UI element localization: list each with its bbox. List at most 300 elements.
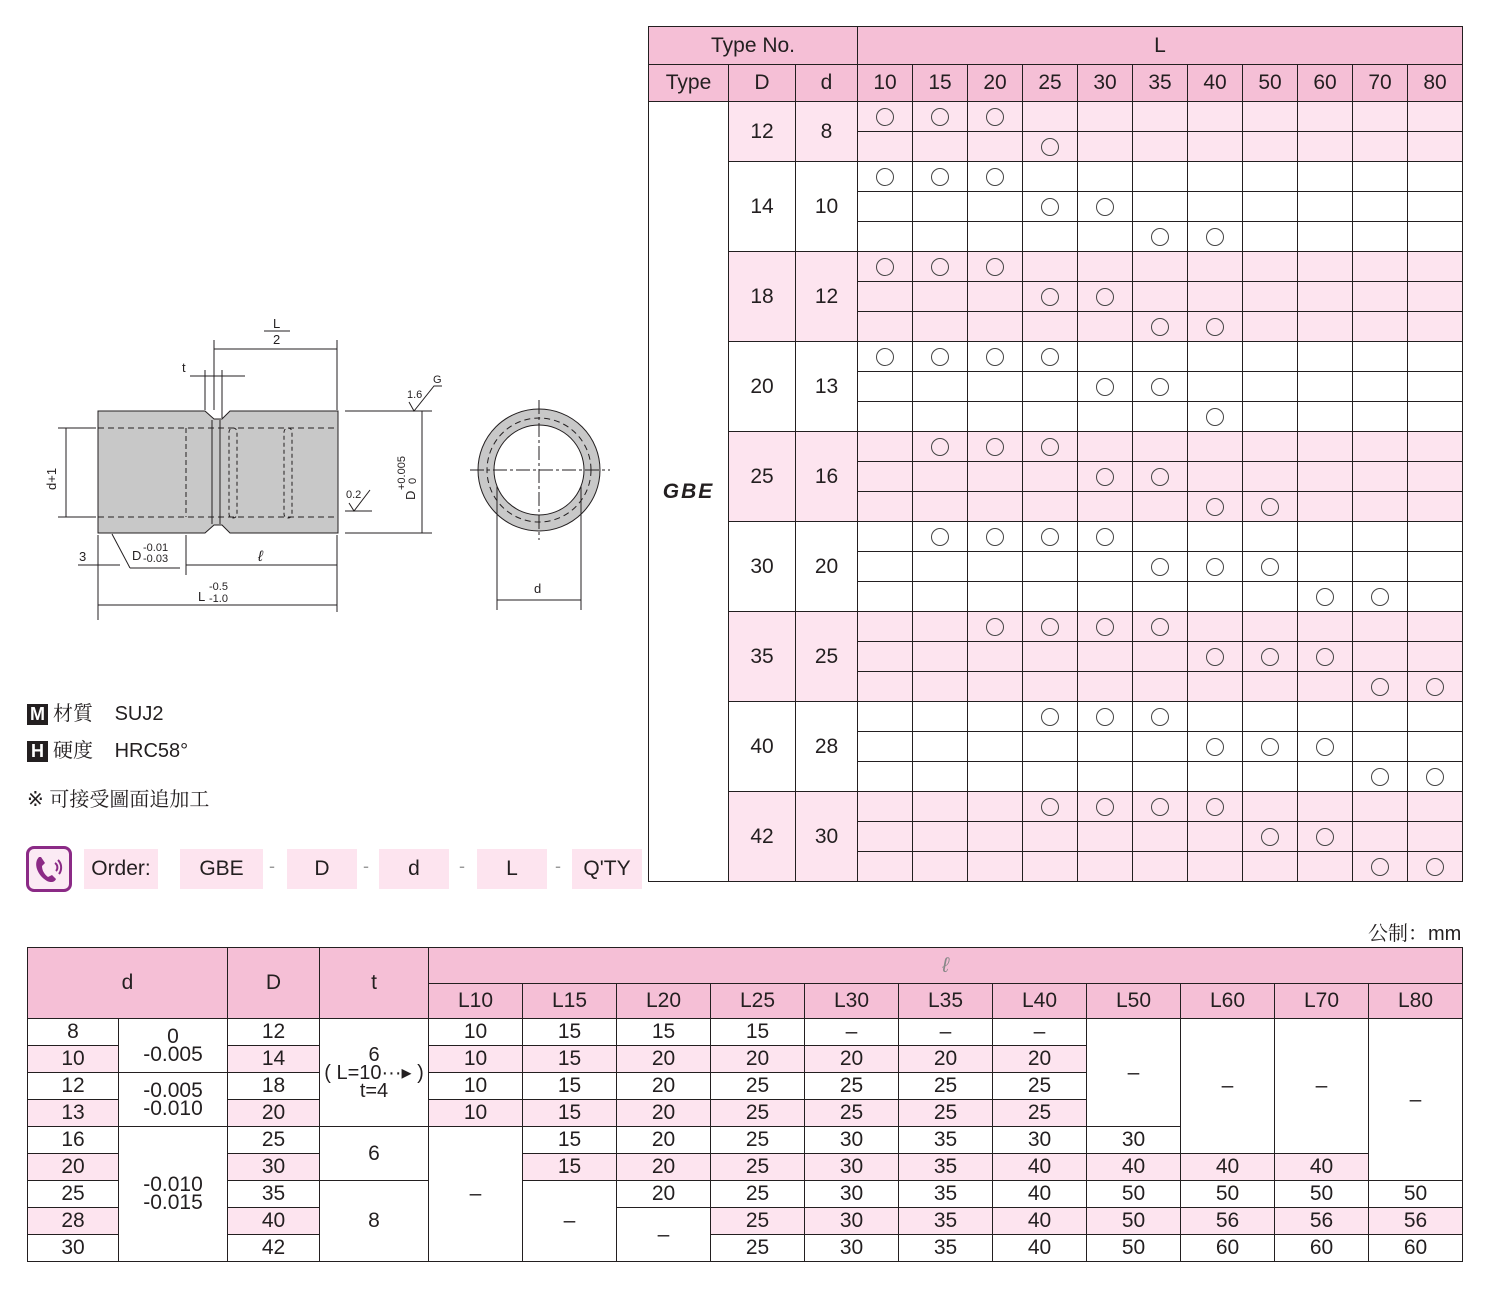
availability-cell [1023, 282, 1078, 312]
d-tolerance [119, 1019, 228, 1073]
availability-cell [1298, 492, 1353, 522]
header-type-no: Type No. [649, 27, 858, 65]
tolerance-upper: -0.010 [143, 1173, 203, 1196]
header-l70: L70 [1275, 984, 1369, 1019]
availability-cell [1353, 522, 1408, 552]
ell-value: 25 [711, 1181, 805, 1208]
availability-cell [858, 762, 913, 792]
t-value: 8 [320, 1181, 429, 1262]
D-value: 40 [228, 1208, 320, 1235]
ell-value: – [805, 1019, 899, 1046]
availability-cell [968, 192, 1023, 222]
ell-value: 40 [993, 1154, 1087, 1181]
availability-cell [1078, 582, 1133, 612]
dash-L50: – [1087, 1019, 1181, 1127]
availability-cell [1078, 522, 1133, 552]
ell-value: 20 [617, 1127, 711, 1154]
D-value: 42 [228, 1235, 320, 1262]
availability-cell [1188, 132, 1243, 162]
availability-cell [1353, 102, 1408, 132]
available-circle-icon [1261, 828, 1279, 846]
availability-cell [1243, 612, 1298, 642]
d-value: 30 [28, 1235, 119, 1262]
available-circle-icon [1096, 528, 1114, 546]
availability-cell [1298, 522, 1353, 552]
availability-cell [1133, 642, 1188, 672]
availability-cell [1408, 702, 1463, 732]
d-tolerance [119, 1127, 228, 1262]
ell-value: 15 [617, 1019, 711, 1046]
availability-cell [1188, 282, 1243, 312]
t-special-mid-text: L=10 [336, 1061, 382, 1084]
availability-cell [913, 792, 968, 822]
available-circle-icon [1151, 378, 1169, 396]
availability-cell [1188, 522, 1243, 552]
availability-cell [858, 792, 913, 822]
ell-value: – [993, 1019, 1087, 1046]
availability-cell [1408, 192, 1463, 222]
availability-cell [1408, 762, 1463, 792]
ell-value: 50 [1181, 1181, 1275, 1208]
availability-cell [1133, 582, 1188, 612]
group-D-value: 25 [729, 432, 796, 522]
availability-row [649, 102, 1463, 132]
ell-value: 40 [1181, 1154, 1275, 1181]
ell-value: 30 [993, 1127, 1087, 1154]
availability-cell [1188, 852, 1243, 882]
order-separator-3: - [459, 856, 465, 876]
order-separator-1: - [269, 856, 275, 876]
half-L-bottom: 2 [273, 332, 281, 347]
availability-cell [913, 402, 968, 432]
availability-cell [1353, 222, 1408, 252]
availability-cell [1353, 282, 1408, 312]
phone-icon[interactable] [26, 846, 72, 892]
ell-value: 30 [805, 1181, 899, 1208]
availability-cell [1298, 852, 1353, 882]
header-length-40: 40 [1188, 65, 1243, 102]
availability-cell [968, 702, 1023, 732]
ell-value: 40 [993, 1235, 1087, 1262]
availability-cell [1023, 342, 1078, 372]
material-mark: M [27, 704, 48, 725]
availability-cell [1023, 642, 1078, 672]
available-circle-icon [876, 108, 894, 126]
availability-cell [1188, 252, 1243, 282]
availability-cell [1078, 192, 1133, 222]
availability-cell [913, 252, 968, 282]
availability-cell [913, 102, 968, 132]
header-l80: L80 [1369, 984, 1463, 1019]
ell-value: 30 [1087, 1127, 1181, 1154]
ell-value: 30 [805, 1127, 899, 1154]
t-label: t [182, 360, 186, 375]
ell-value: 15 [523, 1019, 617, 1046]
availability-cell [1298, 312, 1353, 342]
ell-value: 20 [993, 1046, 1087, 1073]
rough-2-label: 0.2 [346, 489, 362, 501]
availability-cell [858, 312, 913, 342]
availability-cell [1133, 222, 1188, 252]
availability-cell [1298, 612, 1353, 642]
availability-cell [1353, 162, 1408, 192]
availability-row [649, 612, 1463, 642]
availability-cell [1133, 762, 1188, 792]
available-circle-icon [876, 168, 894, 186]
availability-cell [1353, 762, 1408, 792]
availability-cell [1023, 162, 1078, 192]
available-circle-icon [1041, 288, 1059, 306]
header-l60: L60 [1181, 984, 1275, 1019]
ell-value: 50 [1087, 1181, 1181, 1208]
available-circle-icon [1426, 678, 1444, 696]
available-circle-icon [1041, 138, 1059, 156]
availability-cell [913, 852, 968, 882]
three-label: 3 [79, 549, 87, 564]
availability-cell [913, 492, 968, 522]
availability-cell [1188, 582, 1243, 612]
available-circle-icon [1261, 558, 1279, 576]
available-circle-icon [986, 168, 1004, 186]
availability-cell [1078, 102, 1133, 132]
bushing-drawing [0, 310, 640, 630]
availability-cell [1353, 642, 1408, 672]
availability-cell [858, 162, 913, 192]
available-circle-icon [1206, 738, 1224, 756]
ell-value: 15 [523, 1127, 617, 1154]
available-circle-icon [1371, 678, 1389, 696]
availability-cell [1023, 492, 1078, 522]
ell-value: 50 [1087, 1208, 1181, 1235]
availability-cell [1353, 372, 1408, 402]
header-l15: L15 [523, 984, 617, 1019]
availability-cell [1133, 162, 1188, 192]
availability-cell [1243, 552, 1298, 582]
availability-cell [1408, 522, 1463, 552]
availability-cell [858, 822, 913, 852]
availability-row [649, 522, 1463, 552]
ell-value: 40 [993, 1208, 1087, 1235]
availability-cell [858, 672, 913, 702]
available-circle-icon [1096, 618, 1114, 636]
availability-cell [1078, 612, 1133, 642]
ell-value: 20 [617, 1073, 711, 1100]
ell-value: 15 [711, 1019, 805, 1046]
ell-value: 40 [993, 1181, 1087, 1208]
header-l40: L40 [993, 984, 1087, 1019]
availability-cell [1408, 432, 1463, 462]
available-circle-icon [876, 348, 894, 366]
availability-cell [913, 822, 968, 852]
availability-cell [1078, 762, 1133, 792]
availability-cell [1188, 372, 1243, 402]
available-circle-icon [1151, 618, 1169, 636]
ell-value: 10 [429, 1100, 523, 1127]
available-circle-icon [1096, 288, 1114, 306]
available-circle-icon [1096, 378, 1114, 396]
ell-value: 15 [523, 1073, 617, 1100]
order-field-L[interactable]: L [477, 849, 547, 889]
header-l10: L10 [429, 984, 523, 1019]
availability-cell [1298, 642, 1353, 672]
dimension-row [28, 1235, 1463, 1262]
ell-value: 20 [617, 1181, 711, 1208]
availability-cell [1353, 822, 1408, 852]
availability-cell [1298, 792, 1353, 822]
availability-cell [1243, 522, 1298, 552]
material-label: 材質 [53, 703, 93, 725]
D-fit-upper: -0.01 [143, 542, 169, 554]
availability-cell [913, 222, 968, 252]
available-circle-icon [1096, 198, 1114, 216]
availability-cell [968, 672, 1023, 702]
dash-L20: – [617, 1208, 711, 1262]
order-field-D[interactable]: D [287, 849, 357, 889]
available-circle-icon [1041, 618, 1059, 636]
availability-cell [1078, 342, 1133, 372]
availability-cell [968, 102, 1023, 132]
availability-cell [1298, 582, 1353, 612]
rough-g-label: G [433, 374, 442, 386]
d-value: 12 [28, 1073, 119, 1100]
available-circle-icon [1206, 498, 1224, 516]
ell-value: 20 [617, 1100, 711, 1127]
available-circle-icon [931, 108, 949, 126]
availability-cell [968, 732, 1023, 762]
availability-row [649, 792, 1463, 822]
available-circle-icon [1041, 708, 1059, 726]
availability-cell [1408, 222, 1463, 252]
D-value: 14 [228, 1046, 320, 1073]
availability-cell [1408, 312, 1463, 342]
availability-cell [858, 222, 913, 252]
available-circle-icon [1151, 318, 1169, 336]
header-l30: L30 [805, 984, 899, 1019]
availability-cell [1078, 462, 1133, 492]
ell-value: 56 [1369, 1208, 1463, 1235]
D-value: 35 [228, 1181, 320, 1208]
available-circle-icon [1206, 318, 1224, 336]
availability-cell [1023, 402, 1078, 432]
group-d-value: 10 [796, 162, 858, 252]
order-field-d[interactable]: d [379, 849, 449, 889]
d-value: 25 [28, 1181, 119, 1208]
availability-cell [1133, 552, 1188, 582]
availability-cell [1078, 282, 1133, 312]
header-l20: L20 [617, 984, 711, 1019]
ell-value: 10 [429, 1019, 523, 1046]
availability-cell [1188, 222, 1243, 252]
availability-row [649, 432, 1463, 462]
availability-cell [968, 432, 1023, 462]
available-circle-icon [986, 258, 1004, 276]
t-special-mid: ( L=10···▸ ) [324, 1061, 424, 1084]
availability-cell [1243, 672, 1298, 702]
availability-cell [1408, 372, 1463, 402]
t-value: 6 [320, 1127, 429, 1181]
availability-cell [913, 762, 968, 792]
arrow-icon: ···▸ ) [381, 1061, 424, 1084]
type-value: GBE [649, 102, 729, 882]
available-circle-icon [1096, 798, 1114, 816]
availability-cell [1188, 762, 1243, 792]
availability-cell [858, 732, 913, 762]
d-value: 16 [28, 1127, 119, 1154]
availability-cell [1243, 372, 1298, 402]
available-circle-icon [1151, 708, 1169, 726]
availability-cell [1243, 432, 1298, 462]
availability-cell [1408, 852, 1463, 882]
tolerance-lower: -0.010 [143, 1096, 203, 1120]
group-D-value: 14 [729, 162, 796, 252]
availability-cell [1188, 432, 1243, 462]
ell-value: 40 [1087, 1154, 1181, 1181]
availability-cell [1133, 282, 1188, 312]
availability-cell [1298, 822, 1353, 852]
availability-cell [1243, 312, 1298, 342]
order-field-gbe[interactable]: GBE [180, 849, 263, 889]
availability-cell [1133, 102, 1188, 132]
d-plus-1-label: d+1 [44, 467, 59, 490]
ell-value: 35 [899, 1208, 993, 1235]
availability-cell [913, 312, 968, 342]
order-field-qty[interactable]: Q'TY [572, 849, 642, 889]
availability-cell [1353, 702, 1408, 732]
availability-cell [913, 582, 968, 612]
d-value: 13 [28, 1100, 119, 1127]
availability-cell [1408, 612, 1463, 642]
ell-value: 50 [1087, 1235, 1181, 1262]
availability-cell [1078, 162, 1133, 192]
availability-cell [1243, 282, 1298, 312]
availability-cell [1243, 702, 1298, 732]
availability-cell [858, 492, 913, 522]
availability-cell [968, 282, 1023, 312]
availability-cell [1078, 732, 1133, 762]
header-length-10: 10 [858, 65, 913, 102]
availability-cell [913, 702, 968, 732]
availability-cell [1408, 402, 1463, 432]
header-D: D [228, 948, 320, 1019]
available-circle-icon [1041, 348, 1059, 366]
dimension-row [28, 1208, 1463, 1235]
availability-cell [1243, 102, 1298, 132]
group-D-value: 40 [729, 702, 796, 792]
tolerance-lower: -0.005 [143, 1042, 203, 1066]
availability-cell [1023, 852, 1078, 882]
availability-cell [1078, 552, 1133, 582]
availability-cell [1353, 312, 1408, 342]
available-circle-icon [986, 618, 1004, 636]
availability-cell [1133, 402, 1188, 432]
availability-cell [968, 522, 1023, 552]
available-circle-icon [1206, 798, 1224, 816]
header-length-80: 80 [1408, 65, 1463, 102]
availability-cell [913, 132, 968, 162]
availability-cell [1133, 732, 1188, 762]
available-circle-icon [1206, 228, 1224, 246]
group-D-value: 42 [729, 792, 796, 882]
availability-cell [858, 132, 913, 162]
availability-cell [1078, 402, 1133, 432]
availability-cell [1408, 732, 1463, 762]
ell-value: 25 [805, 1100, 899, 1127]
availability-cell [858, 642, 913, 672]
tolerance-lower: -0.015 [143, 1191, 203, 1214]
ell-value: 30 [805, 1208, 899, 1235]
availability-cell [1133, 792, 1188, 822]
availability-cell [1133, 492, 1188, 522]
availability-cell [1133, 612, 1188, 642]
L-total-label: L [198, 589, 206, 604]
availability-cell [1188, 462, 1243, 492]
availability-cell [968, 792, 1023, 822]
availability-cell [1133, 822, 1188, 852]
availability-cell [1023, 612, 1078, 642]
ell-value: 25 [993, 1100, 1087, 1127]
dimension-row [28, 1154, 1463, 1181]
header-length-50: 50 [1243, 65, 1298, 102]
header-length-15: 15 [913, 65, 968, 102]
D-tol-label: D [403, 490, 418, 500]
availability-cell [858, 282, 913, 312]
ell-value: 50 [1275, 1181, 1369, 1208]
availability-cell [1408, 822, 1463, 852]
availability-cell [1023, 252, 1078, 282]
availability-cell [1078, 222, 1133, 252]
header-length-60: 60 [1298, 65, 1353, 102]
available-circle-icon [1371, 858, 1389, 876]
availability-cell [1078, 312, 1133, 342]
available-circle-icon [1041, 528, 1059, 546]
rough-1-label: 1.6 [407, 389, 423, 401]
availability-cell [1023, 702, 1078, 732]
availability-cell [913, 522, 968, 552]
available-circle-icon [1426, 858, 1444, 876]
availability-cell [913, 192, 968, 222]
availability-cell [1188, 822, 1243, 852]
availability-cell [1298, 162, 1353, 192]
group-d-value: 25 [796, 612, 858, 702]
availability-cell [1408, 342, 1463, 372]
availability-cell [968, 582, 1023, 612]
header-d: d [28, 948, 228, 1019]
ell-value: 25 [899, 1100, 993, 1127]
availability-row [649, 252, 1463, 282]
header-l50: L50 [1087, 984, 1181, 1019]
ell-value: 10 [429, 1046, 523, 1073]
availability-cell [1243, 132, 1298, 162]
availability-cell [1243, 192, 1298, 222]
availability-cell [1408, 132, 1463, 162]
available-circle-icon [931, 168, 949, 186]
header-ell: ℓ [429, 948, 1463, 984]
available-circle-icon [1206, 408, 1224, 426]
available-circle-icon [1151, 558, 1169, 576]
availability-cell [913, 612, 968, 642]
order-separator-4: - [555, 856, 561, 876]
availability-cell [1353, 852, 1408, 882]
availability-cell [1243, 822, 1298, 852]
processing-note: ※ 可接受圖面追加工 [27, 789, 210, 811]
t-special [320, 1019, 429, 1127]
header-d: d [796, 65, 858, 102]
D-tol-upper: +0.005 [396, 456, 408, 490]
available-circle-icon [1096, 468, 1114, 486]
availability-cell [1188, 642, 1243, 672]
header-length-20: 20 [968, 65, 1023, 102]
availability-cell [1078, 792, 1133, 822]
